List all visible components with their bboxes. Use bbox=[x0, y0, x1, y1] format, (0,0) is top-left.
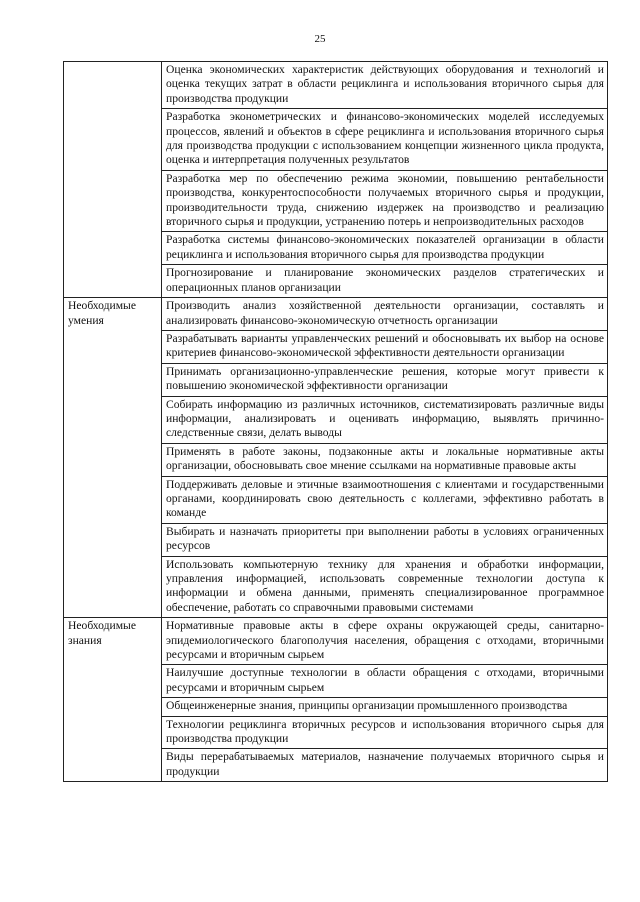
requirements-table bbox=[63, 61, 608, 782]
list-item: Разрабатывать варианты управленческих решений и обосновывать их выбор на основе критериев финансово-экономической эффективности деятельности организации bbox=[162, 330, 608, 363]
list-item: Оценка экономических характеристик действующих оборудования и технологий и оценка текущих затрат в области рециклинга и использования вторичного сырья для производства продукции bbox=[162, 62, 608, 109]
list-item: Виды перерабатываемых материалов, назначение получаемых вторичного сырья и продукции bbox=[162, 749, 608, 782]
list-item: Использовать компьютерную технику для хранения и обработки информации, управления информацией, использовать современные технологии доступа к информации и обмена данными, применять специализированное программное обеспечение, работать со справочными правовыми системами bbox=[162, 556, 608, 618]
list-item: Принимать организационно-управленческие решения, которые могут привести к повышению экономической эффективности организации bbox=[162, 363, 608, 396]
list-item: Общеинженерные знания, принципы организации промышленного производства bbox=[162, 698, 608, 716]
list-item: Технологии рециклинга вторичных ресурсов и использования вторичного сырья для производства продукции bbox=[162, 716, 608, 749]
table-row bbox=[64, 618, 608, 665]
table-row bbox=[64, 298, 608, 331]
list-item: Применять в работе законы, подзаконные акты и локальные нормативные акты организации, обосновывать свое мнение ссылками на нормативные правовые акты bbox=[162, 443, 608, 476]
list-item: Наилучшие доступные технологии в области обращения с отходами, вторичными ресурсами и вторичным сырьем bbox=[162, 665, 608, 698]
section-label-empty bbox=[64, 62, 162, 298]
list-item: Собирать информацию из различных источников, систематизировать различные виды информации, анализировать и оценивать информацию, выявлять причинно-следственные связи, делать выводы bbox=[162, 396, 608, 443]
section-label-skills: Необходимые умения bbox=[64, 298, 162, 618]
list-item: Нормативные правовые акты в сфере охраны окружающей среды, санитарно-эпидемиологического благополучия населения, обращения с отходами, вторичными ресурсами и вторичным сырьем bbox=[162, 618, 608, 665]
list-item: Производить анализ хозяйственной деятельности организации, составлять и анализировать финансово-экономическую отчетность организации bbox=[162, 298, 608, 331]
list-item: Поддерживать деловые и этичные взаимоотношения с клиентами и государственными органами, координировать свою деятельность с коллегами, эффективно работать в команде bbox=[162, 476, 608, 523]
table-row bbox=[64, 62, 608, 109]
page-number: 25 bbox=[314, 33, 326, 45]
list-item: Разработка системы финансово-экономических показателей организации в области рециклинга и использования вторичного сырья для производства продукции bbox=[162, 232, 608, 265]
list-item: Разработка эконометрических и финансово-экономических моделей исследуемых процессов, явлений и объектов в сфере рециклинга и использования вторичного сырья для производства продукции с использованием концепции жизненного цикла продукта, оценка и интерпретация полученных результатов bbox=[162, 109, 608, 171]
list-item: Прогнозирование и планирование экономических разделов стратегических и операционных планов организации bbox=[162, 265, 608, 298]
list-item: Разработка мер по обеспечению режима экономии, повышению рентабельности производства, конкурентоспособности получаемых вторичного сырья и продукции, производительности труда, снижению издержек на производство и реализацию вторичного сырья и продукции, устранению потерь и непроизводительных расходов bbox=[162, 170, 608, 232]
section-label-knowledge: Необходимые знания bbox=[64, 618, 162, 782]
list-item: Выбирать и назначать приоритеты при выполнении работы в условиях ограниченных ресурсов bbox=[162, 523, 608, 556]
